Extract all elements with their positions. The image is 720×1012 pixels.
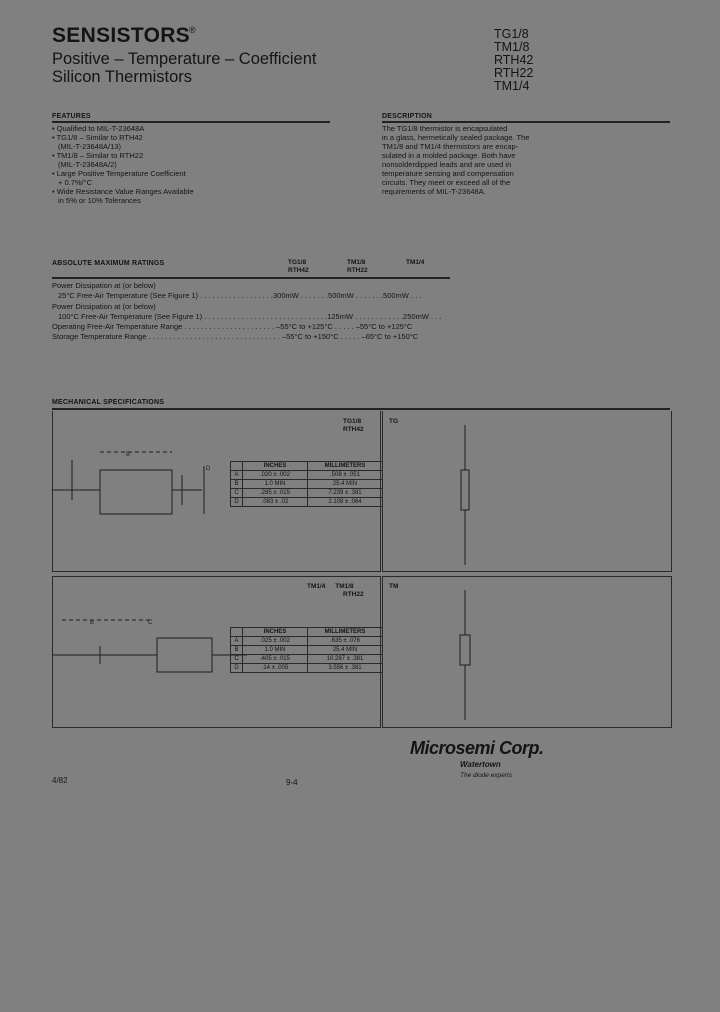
description-line: in a glass, hermetically sealed package. The — [382, 133, 530, 142]
tg-box-label-line: TG1/8 — [343, 418, 362, 425]
description-heading: DESCRIPTION — [382, 113, 433, 120]
table-header: MILLIMETERS — [308, 628, 383, 637]
table-row: A .025 ± .002 .635 ± .076 — [231, 637, 383, 646]
footer-date: 4/82 — [52, 776, 68, 785]
tg-outline-box — [382, 411, 672, 572]
rating-row: Operating Free-Air Temperature Range . . . . . . . . . . . . . . . . . . . . . . –55°C to +125°C . . . . . –55°C to +125°C — [52, 322, 413, 331]
brand-title: SENSISTORS — [52, 24, 190, 47]
dim-letter: B — [126, 452, 131, 458]
ratings-heading: ABSOLUTE MAXIMUM RATINGS — [52, 260, 165, 267]
tg-box-label — [343, 418, 364, 434]
ratings-col-label: TM1/8 — [347, 259, 366, 266]
feature-line: (MIL-T-23648A/2) — [58, 160, 117, 169]
microsemi-logo: Microsemi Corp. — [410, 738, 544, 758]
description-line: temperature sensing and compensation — [382, 169, 514, 178]
feature-line: • Qualified to MIL-T-23648A — [52, 124, 145, 133]
description-line: requirements of MIL-T-23648A. — [382, 187, 486, 196]
description-line: nonsolderdipped leads and are used in — [382, 160, 512, 169]
description-line: TM1/8 and TM1/4 thermistors are encap- — [382, 142, 519, 151]
glass-body-outline — [100, 470, 172, 514]
feature-line: + 0.7%/°C — [58, 178, 93, 187]
tm-box-label-sub: RTH22 — [343, 591, 364, 598]
table-row: B 1.0 MIN 25.4 MIN — [231, 646, 383, 655]
ratings-col-label: TM1/4 — [406, 259, 425, 266]
tm-box-label-line: TM1/4 — [307, 583, 326, 590]
description-rule — [382, 121, 670, 123]
dim-letter: B — [90, 620, 95, 626]
part-number: TM1/8 — [494, 40, 530, 54]
description-line: circuits. They meet or exceed all of the — [382, 178, 511, 187]
tm-dimension-table — [230, 627, 383, 673]
footer-page-number: 9-4 — [286, 778, 298, 787]
tm-outline-drawing — [455, 590, 475, 720]
tg-outline-drawing — [455, 425, 475, 565]
dim-letter: C — [148, 620, 153, 626]
ratings-col-tm14 — [406, 259, 424, 267]
part-number: RTH22 — [494, 66, 534, 80]
ratings-col-label: RTH42 — [288, 267, 309, 274]
table-header: INCHES — [243, 628, 308, 637]
table-row: D .14 ± .005 3.556 ± .381 — [231, 664, 383, 673]
dim-letter: D — [206, 466, 211, 472]
feature-line: • TG1/8 – Similar to RTH42 — [52, 133, 143, 142]
rating-row: Power Dissipation at (or below) — [52, 302, 156, 311]
table-row: B 1.0 MIN 25.4 MIN — [231, 480, 383, 489]
subtitle-line-2: Silicon Thermistors — [52, 68, 192, 86]
feature-line: in 5% or 10% Tolerances — [58, 196, 141, 205]
table-header: INCHES — [243, 462, 308, 471]
tg-dimension-table — [230, 461, 383, 507]
description-line: sulated in a molded package. Both have — [382, 151, 516, 160]
tm-side-label: TM — [389, 583, 399, 590]
logo-location: Watertown — [460, 760, 501, 769]
table-header: MILLIMETERS — [308, 462, 383, 471]
ratings-col-tg18 — [288, 259, 309, 275]
tm-dimension-drawing — [52, 600, 252, 690]
rating-row: 25°C Free-Air Temperature (See Figure 1) . . . . . . . . . . . . . . . . . .300mW . . . . . . .500mW . . . . . . .500mW . . . — [58, 291, 422, 300]
table-row: D .083 ± .02 2.108 ± .064 — [231, 498, 383, 507]
feature-line: • Wide Resistance Value Ranges Available — [52, 187, 194, 196]
tm-box-label — [307, 583, 354, 591]
rating-row: Power Dissipation at (or below) — [52, 281, 156, 290]
features-list — [52, 124, 194, 205]
mechanical-rule — [52, 408, 670, 410]
part-number: TG1/8 — [494, 27, 529, 41]
table-row: C .405 ± .015 10.287 ± .381 — [231, 655, 383, 664]
tg-box-label-line: RTH42 — [343, 426, 364, 433]
ratings-col-tm18 — [347, 259, 368, 275]
ratings-col-label: TG1/8 — [288, 259, 307, 266]
rating-row: Storage Temperature Range . . . . . . . . . . . . . . . . . . . . . . . . . . . . . . . . –55°C to +150°C . . . . . –65°C to +150°C — [52, 332, 419, 341]
part-number: RTH42 — [494, 53, 534, 67]
tg-dimension-drawing — [52, 430, 252, 540]
feature-line: (MIL-T-23648A/13) — [58, 142, 121, 151]
logo-tagline: The diode experts — [460, 772, 513, 779]
feature-line: • Large Positive Temperature Coefficient — [52, 169, 186, 178]
subtitle-line-1: Positive – Temperature – Coefficient — [52, 50, 317, 68]
tm-outline-box — [382, 576, 672, 728]
features-rule — [52, 121, 330, 123]
tg-side-label: TG — [389, 418, 399, 425]
table-row: C .285 ± .015 7.239 ± .381 — [231, 489, 383, 498]
description-text — [382, 124, 529, 196]
ratings-col-label: RTH22 — [347, 267, 368, 274]
features-heading: FEATURES — [52, 113, 91, 120]
ratings-rule — [52, 277, 450, 279]
feature-line: • TM1/8 – Similar to RTH22 — [52, 151, 144, 160]
tm-box-label-line: TM1/8 — [335, 583, 354, 590]
rating-row: 100°C Free-Air Temperature (See Figure 1) . . . . . . . . . . . . . . . . . . . . . . . . . . . . . .125mW . . . . . . . . . . . .250mW . . . — [58, 312, 442, 321]
registered-mark: ® — [189, 25, 196, 35]
description-line: The TG1/8 thermistor is encapsulated — [382, 124, 508, 133]
part-number: TM1/4 — [494, 79, 530, 93]
mechanical-heading: MECHANICAL SPECIFICATIONS — [52, 399, 165, 406]
table-row: A .020 ± .002 .508 ± .051 — [231, 471, 383, 480]
molded-body-outline — [157, 638, 212, 672]
